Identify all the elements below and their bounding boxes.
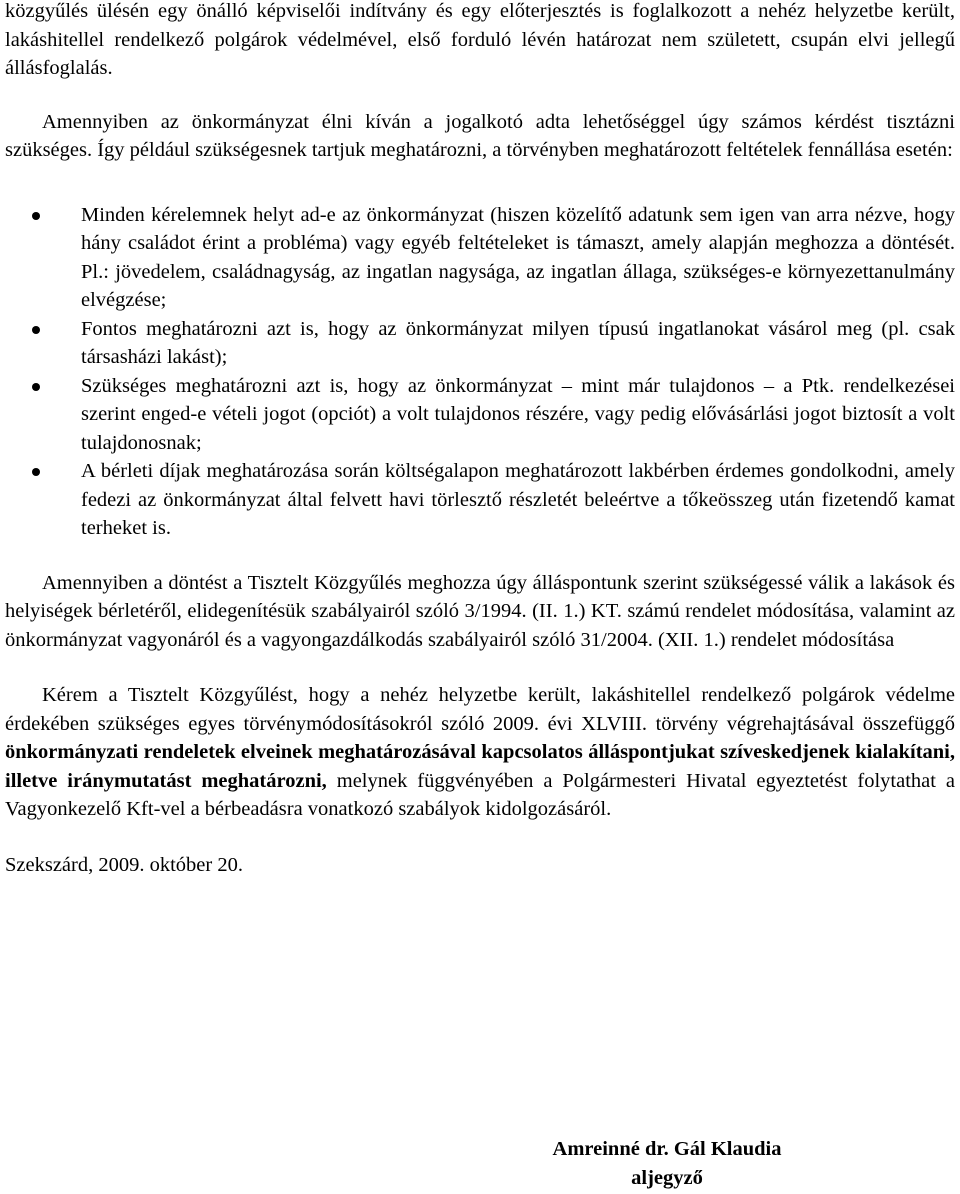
paragraph-intro: közgyűlés ülésén egy önálló képviselői indítvány és egy előterjesztés is foglalkozott a nehéz helyzetbe került, lakáshitellel rendelkező polgárok védelmével, első forduló lévén határozat nem született, csupán elvi jellegű állásfoglalás. (5, 0, 955, 79)
bullet-icon (32, 326, 40, 334)
list-item-text: Minden kérelemnek helyt ad-e az önkormányzat (hiszen közelítő adatunk sem igen van arra nézve, hogy hány családot érint a probléma) vagy egyéb feltételeket is támaszt, amely alapján meghozza a döntését. Pl.: jövedelem, családnagyság, az ingatlan nagysága, az ingatlan állaga, szükséges-e környezettanulmány elvégzése; (81, 203, 955, 311)
criteria-list (5, 201, 955, 543)
paragraph-rendelet: Amennyiben a döntést a Tisztelt Közgyűlés meghozza úgy álláspontunk szerint szükségessé válik a lakások és helyiségek bérletéről, elidegenítésük szabályairól szóló 3/1994. (II. 1.) KT. számú rendelet módosítása, valamint az önkormányzat vagyonáról és a vagyongazdálkodás szabályairól szóló 31/2004. (XII. 1.) rendelet módosítása (5, 571, 955, 651)
bullet-icon (32, 212, 40, 220)
bullet-icon (32, 468, 40, 476)
paragraph-pl-text: Így például szükségesnek tartjuk meghatározni, a törvényben meghatározott feltételek fennállása esetén: (97, 139, 953, 161)
list-item (5, 315, 955, 372)
paragraph-request (5, 681, 955, 824)
paragraph-jogalkoto (5, 108, 955, 165)
request-text-bold: önkormányzati rendeletek elveinek meghatározásával kapcsolatos álláspontjukat szíveskedjenek kialakítani, illetve iránymutatást meghatározni, (5, 741, 955, 792)
document-date: Szekszárd, 2009. október 20. (5, 853, 243, 876)
signature-name: Amreinné dr. Gál Klaudia (552, 1138, 782, 1160)
list-item (5, 201, 955, 315)
list-item-text: Fontos meghatározni azt is, hogy az önkormányzat milyen típusú ingatlanokat vásárol meg (pl. csak társasházi lakást); (81, 317, 955, 368)
list-item (5, 372, 955, 458)
paragraph-jogalkoto-text: Amennyiben az önkormányzat élni kíván a jogalkotó adta lehetőséggel úgy számos kérdést tisztázni szükséges. (5, 110, 955, 161)
document-page (5, 0, 955, 879)
list-item-text: Szükséges meghatározni azt is, hogy az önkormányzat – mint már tulajdonos – a Ptk. rendelkezései szerint enged-e vételi jogot (opciót) a volt tulajdonos részére, vagy pedig elővásárlási jogot biztosít a volt tulajdonosnak; (81, 374, 955, 454)
request-text-start: Kérem a Tisztelt Közgyűlést, hogy a nehéz helyzetbe került, lakáshitellel rendelkező polgárok védelme érdekében szükséges egyes törvénymódosításokról szóló 2009. évi XLVIII. törvény végrehajtásával összefüggő (5, 684, 955, 735)
bullet-icon (32, 383, 40, 391)
signature-title: aljegyző (631, 1167, 703, 1189)
list-item (5, 457, 955, 543)
request-text-end: melynek függvényében a Polgármesteri Hivatal egyeztetést folytathat a Vagyonkezelő Kft-vel a bérbeadásra vonatkozó szabályok kidolgozásáról. (5, 769, 955, 820)
list-item-text: A bérleti díjak meghatározása során költségalapon meghatározott lakbérben érdemes gondolkodni, amely fedezi az önkormányzat által felvett havi törlesztő részletét beleértve a tőkeösszeg után fizetendő kamat terheket is. (81, 460, 955, 539)
